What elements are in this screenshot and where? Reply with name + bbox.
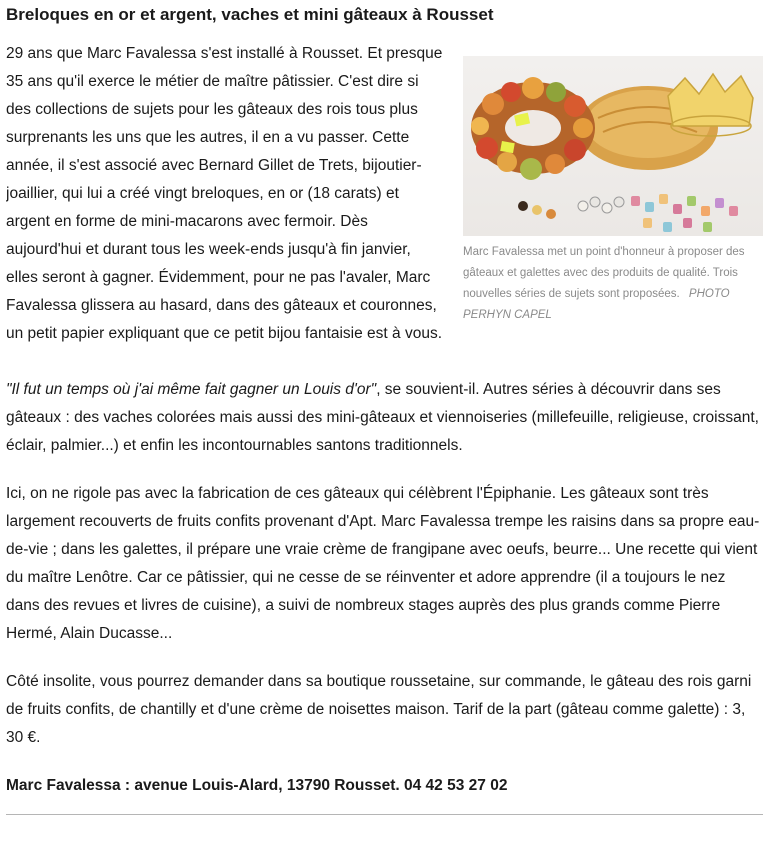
- intro-paragraph: 29 ans que Marc Favalessa s'est installé à Rousset. Et presque 35 ans qu'il exerce le métier de maître pâtissier. C'est dire si des collections de sujets pour les gâteaux des rois tous plus surprenants les uns que les autres, il en a vu passer. Cette année, il s'est associé avec Bernard Gillet de Trets, bijoutier-joaillier, qui lui a créé vingt breloques, en or (18 carats) et argent en forme de mini-macarons avec fermoir. Dès aujourd'hui et durant tous les week-ends jusqu'à fin janvier, elles seront à gagner. Évidemment, pour ne pas l'avaler, Marc Favalessa glissera au hasard, dans des gâteaux et couronnes, un petit papier expliquant que ce petit bijou fantaisie est à vous.: [6, 45, 443, 342]
- photo-caption: [463, 242, 763, 326]
- article-figure: [463, 56, 763, 326]
- paragraph-2: [6, 376, 763, 460]
- quote: "Il fut un temps où j'ai même fait gagner un Louis d'or": [6, 381, 377, 398]
- paragraph-4: Côté insolite, vous pourrez demander dans sa boutique roussetaine, sur commande, le gâteau des rois garni de fruits confits, de chantilly et d'une crème de noisettes maison. Tarif de la part (gâteau comme galette) : 3, 30 €.: [6, 673, 752, 746]
- cake-photo-illustration: [463, 56, 763, 236]
- caption-text: Marc Favalessa met un point d'honneur à proposer des gâteaux et galettes avec des produits de qualité. Trois nouvelles séries de sujets sont proposées.: [463, 246, 745, 300]
- intro-section: [6, 40, 763, 376]
- article-title: Breloques en or et argent, vaches et mini gâteaux à Rousset: [6, 5, 494, 24]
- photo-credit: PHOTO PERHYN CAPEL: [463, 288, 730, 321]
- cake-photo[interactable]: [463, 56, 763, 236]
- shop-address: Marc Favalessa : avenue Louis-Alard, 13790 Rousset. 04 42 53 27 02: [6, 777, 508, 794]
- paragraph-3: Ici, on ne rigole pas avec la fabrication de ces gâteaux qui célèbrent l'Épiphanie. Les gâteaux sont très largement recouverts de fruits confits provenant d'Apt. Marc Favalessa trempe les raisins dans sa propre eau-de-vie ; dans les galettes, il prépare une vraie crème de frangipane avec oeufs, beurre... Une recette qui vient du maître Lenôtre. Car ce pâtissier, qui ne cesse de se réinventer et adore apprendre (il a toujours le nez dans des revues et livres de cuisine), a suivi de nombreux stages auprès des plus grands comme Pierre Hermé, Alain Ducasse...: [6, 485, 760, 642]
- divider: [6, 814, 763, 815]
- paragraph-2-text: , se souvient-il. Autres séries à découvrir dans ses gâteaux : des vaches colorées mais aussi des mini-gâteaux et viennoiseries (millefeuille, religieuse, croissant, éclair, palmier...) et enfin les incontournables santons traditionnels.: [6, 381, 759, 454]
